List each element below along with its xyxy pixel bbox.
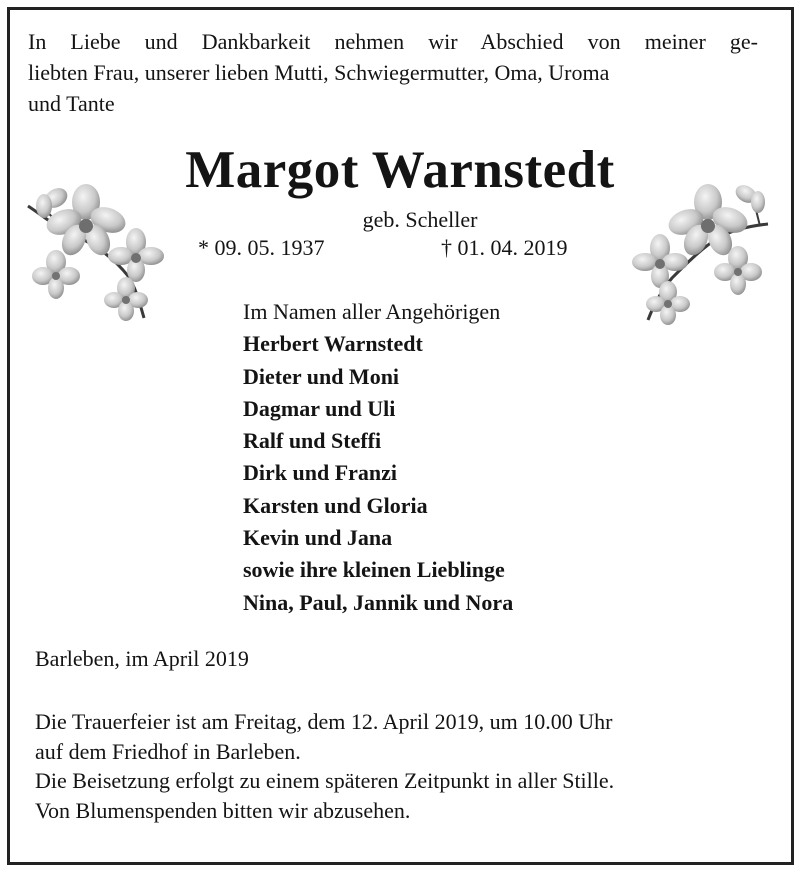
mourner-name: Dirk und Franzi: [243, 460, 398, 486]
mourner-name: Nina, Paul, Jannik und Nora: [243, 589, 514, 615]
intro-line: liebten Frau, unserer lieben Mutti, Schwiegermutter, Oma, Uroma: [28, 60, 610, 85]
mourners-intro: Im Namen aller Angehörigen: [243, 299, 501, 324]
mourner-name: Dieter und Moni: [243, 363, 400, 389]
intro-line: In Liebe und Dankbarkeit nehmen wir Abschied von meiner ge-: [28, 29, 758, 54]
death-date: † 01. 04. 2019: [441, 235, 568, 260]
mourners-list: [243, 296, 513, 619]
deceased-name: Margot Warnstedt: [185, 141, 615, 199]
maiden-name: geb. Scheller: [362, 207, 478, 232]
orchid-right-icon: [628, 180, 770, 330]
mourner-name: Karsten und Gloria: [243, 492, 428, 518]
funeral-line: Die Trauerfeier ist am Freitag, dem 12. April 2019, um 10.00 Uhr: [35, 709, 613, 734]
mourner-name: Ralf und Steffi: [243, 428, 382, 454]
intro-line: und Tante: [28, 91, 115, 116]
funeral-line: Die Beisetzung erfolgt zu einem späteren Zeitpunkt in aller Stille.: [35, 768, 615, 793]
mourner-name: sowie ihre kleinen Lieblinge: [243, 557, 505, 583]
birth-date: * 09. 05. 1937: [198, 235, 325, 260]
intro-text: [28, 26, 758, 119]
funeral-line: auf dem Friedhof in Barleben.: [35, 738, 301, 764]
place-date: Barleben, im April 2019: [35, 646, 249, 671]
funeral-line: Von Blumenspenden bitten wir abzusehen.: [35, 797, 411, 823]
mourner-name: Kevin und Jana: [243, 525, 393, 551]
mourner-name: Herbert Warnstedt: [243, 331, 423, 357]
funeral-info: [35, 707, 614, 825]
mourner-name: Dagmar und Uli: [243, 395, 396, 421]
